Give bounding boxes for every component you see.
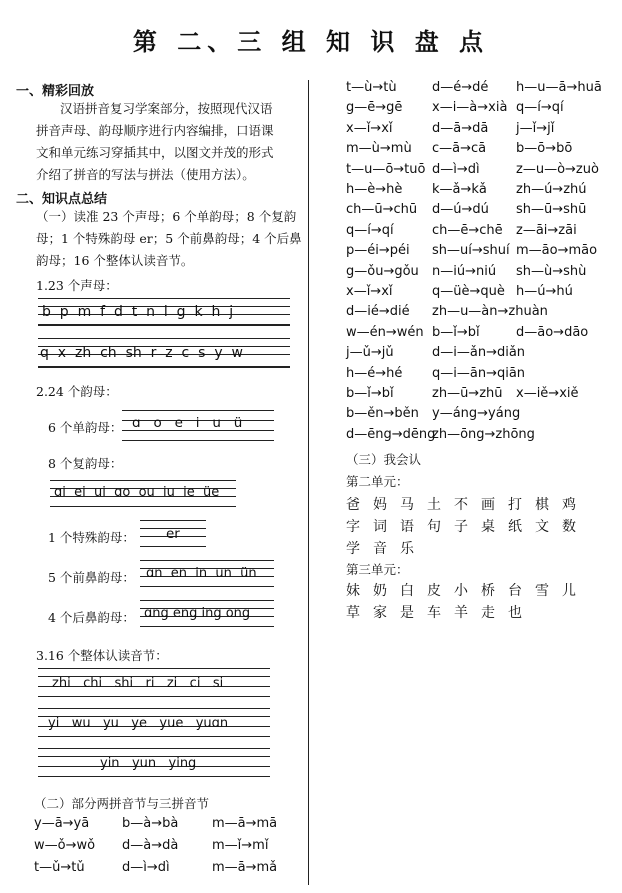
front-nasal-label: 5 个前鼻韵母：: [48, 570, 135, 585]
syllable: d—à→dà: [122, 838, 179, 853]
compound-yunmu: ɑi ei ui ɑo ou iu ie üe: [54, 485, 220, 500]
syllable: zh—ōng→zhōng: [432, 426, 535, 442]
sub1-line-1: （一）读准 23 个声母；6 个单韵母；8 个复韵: [36, 209, 297, 224]
syllable: zh—u—àn→zhuàn: [432, 304, 548, 320]
syllable: k—ǎ→kǎ: [432, 182, 487, 197]
unit3-chars-row-2: 草家是车羊走也: [346, 605, 535, 621]
shengmu-row-2: q x zh ch sh r z c s y w: [40, 345, 243, 361]
syllable: p—éi→péi: [346, 243, 410, 259]
syllable: b—ǐ→bǐ: [346, 386, 394, 401]
special-yunmu: er: [166, 526, 180, 542]
section1-line-3: 文和单元练习穿插其中，以图文并茂的形式: [36, 145, 274, 160]
syllable: d—é→dé: [432, 80, 489, 95]
sub1-line-3: 韵母；16 个整体认读音节。: [36, 253, 194, 268]
unit2-label: 第二单元：: [346, 474, 409, 489]
back-nasal-yunmu: ɑng eng ing ong: [144, 606, 251, 621]
syllable: ch—ū→chū: [346, 202, 418, 218]
single-yunmu: ɑ o e i u ü: [132, 415, 243, 431]
front-nasal-yunmu: ɑn en in un ün: [146, 566, 257, 581]
syllable: c—ā→cā: [432, 141, 487, 157]
syllable: d—ì→dì: [432, 161, 480, 177]
sub2-heading: （二）部分两拼音节与三拼音节: [34, 796, 210, 811]
special-yunmu-label: 1 个特殊韵母：: [48, 530, 135, 545]
single-yunmu-label: 6 个单韵母：: [48, 420, 123, 435]
syllable: m—ù→mù: [346, 141, 412, 157]
syllable: x—i—à→xià: [432, 100, 508, 116]
syllable: sh—ū→shū: [516, 202, 587, 218]
unit3-label: 第三单元：: [346, 562, 409, 577]
sub1-line-2: 母；1 个特殊韵母 er；5 个前鼻韵母；4 个后鼻: [36, 231, 302, 246]
syllable: z—u—ò→zuò: [516, 161, 599, 177]
syllable: t—ǔ→tǔ: [34, 860, 85, 875]
whole-syllable-row-3: yin yun ying: [100, 756, 197, 771]
syllable: w—én→wén: [346, 324, 424, 340]
unit2-chars-row-1: 爸妈马土不画打棋鸡: [346, 497, 589, 513]
whole-syllable-row-2: yi wu yu ye yue yuɑn: [48, 716, 229, 731]
syllable: m—ā→mǎ: [212, 860, 278, 875]
syllable: t—ù→tù: [346, 80, 397, 95]
syllable: q—üè→què: [432, 284, 505, 299]
syllable: q—í→qí: [346, 222, 394, 238]
syllable: z—āi→zāi: [516, 222, 577, 238]
syllable: w—ǒ→wǒ: [34, 838, 96, 853]
section1-line-4: 介绍了拼音的写法与拼法（使用方法）。: [36, 167, 255, 182]
syllable: b—à→bà: [122, 816, 179, 831]
syllable: d—ēng→dēng: [346, 426, 436, 442]
syllable: x—iě→xiě: [516, 386, 579, 401]
syllable: d—ā→dā: [432, 120, 489, 136]
syllable: m—āo→māo: [516, 243, 598, 259]
yunmu-label: 2.24 个韵母：: [36, 384, 118, 399]
shengmu-label: 1.23 个声母：: [36, 278, 118, 293]
syllable: d—ié→dié: [346, 304, 410, 320]
unit3-chars-row-1: 妹奶白皮小桥台雪儿: [346, 583, 589, 599]
syllable: zh—ú→zhú: [516, 182, 587, 197]
syllable: ch—ē→chē: [432, 222, 503, 238]
column-divider: [308, 80, 309, 885]
syllable: h—é→hé: [346, 365, 403, 381]
syllable: m—ǐ→mǐ: [212, 838, 269, 853]
whole-syllable-label: 3.16 个整体认读音节：: [36, 648, 168, 663]
syllable: d—āo→dāo: [516, 324, 589, 340]
sub3-heading: （三）我会认: [346, 452, 422, 467]
syllable: q—í→qí: [516, 100, 564, 116]
syllable: zh—ū→zhū: [432, 386, 503, 401]
syllable: d—ì→dì: [122, 860, 170, 875]
section1-heading: 一、精彩回放: [16, 84, 95, 99]
unit2-chars-row-3: 学音乐: [346, 541, 427, 557]
syllable: g—ē→gē: [346, 100, 403, 116]
page-title: 第 二、三 组 知 识 盘 点: [132, 27, 490, 56]
syllable: j—ǔ→jǔ: [346, 345, 394, 361]
syllable: d—i—ǎn→diǎn: [432, 345, 526, 361]
syllable: d—ú→dú: [432, 202, 489, 218]
syllable: m—ā→mā: [212, 816, 278, 831]
section1-line-1: 汉语拼音复习学案部分，按照现代汉语: [60, 101, 273, 116]
syllable: h—è→hè: [346, 182, 403, 197]
section2-heading: 二、知识点总结: [16, 192, 108, 207]
syllable: h—u—ā→huā: [516, 80, 602, 95]
compound-yunmu-label: 8 个复韵母：: [48, 456, 123, 471]
syllable: h—ú→hú: [516, 284, 573, 299]
syllable: sh—ù→shù: [516, 263, 587, 279]
syllable: q—i—ān→qiān: [432, 365, 526, 381]
whole-syllable-row-1: zhi chi shi ri zi ci si: [52, 676, 224, 691]
syllable: b—ō→bō: [516, 141, 573, 157]
unit2-chars-row-2: 字词语句子桌纸文数: [346, 519, 589, 535]
syllable: t—u—ō→tuō: [346, 161, 426, 177]
section1-line-2: 拼音声母、韵母顺序进行内容编排，口语课: [36, 123, 274, 138]
syllable: sh—uí→shuí: [432, 243, 510, 259]
syllable: n—iú→niú: [432, 263, 497, 279]
syllable: b—ěn→běn: [346, 406, 419, 422]
syllable: b—ǐ→bǐ: [432, 324, 480, 340]
shengmu-row-1: b p m f d t n l g k h j: [42, 304, 234, 320]
back-nasal-label: 4 个后鼻韵母：: [48, 610, 135, 625]
syllable: x—ǐ→xǐ: [346, 284, 393, 299]
syllable: y—áng→yáng: [432, 406, 521, 422]
syllable: x—ǐ→xǐ: [346, 120, 393, 136]
syllable: y—ā→yā: [34, 816, 90, 831]
syllable: g—ǒu→gǒu: [346, 263, 419, 279]
syllable: j—ǐ→jǐ: [516, 120, 555, 136]
